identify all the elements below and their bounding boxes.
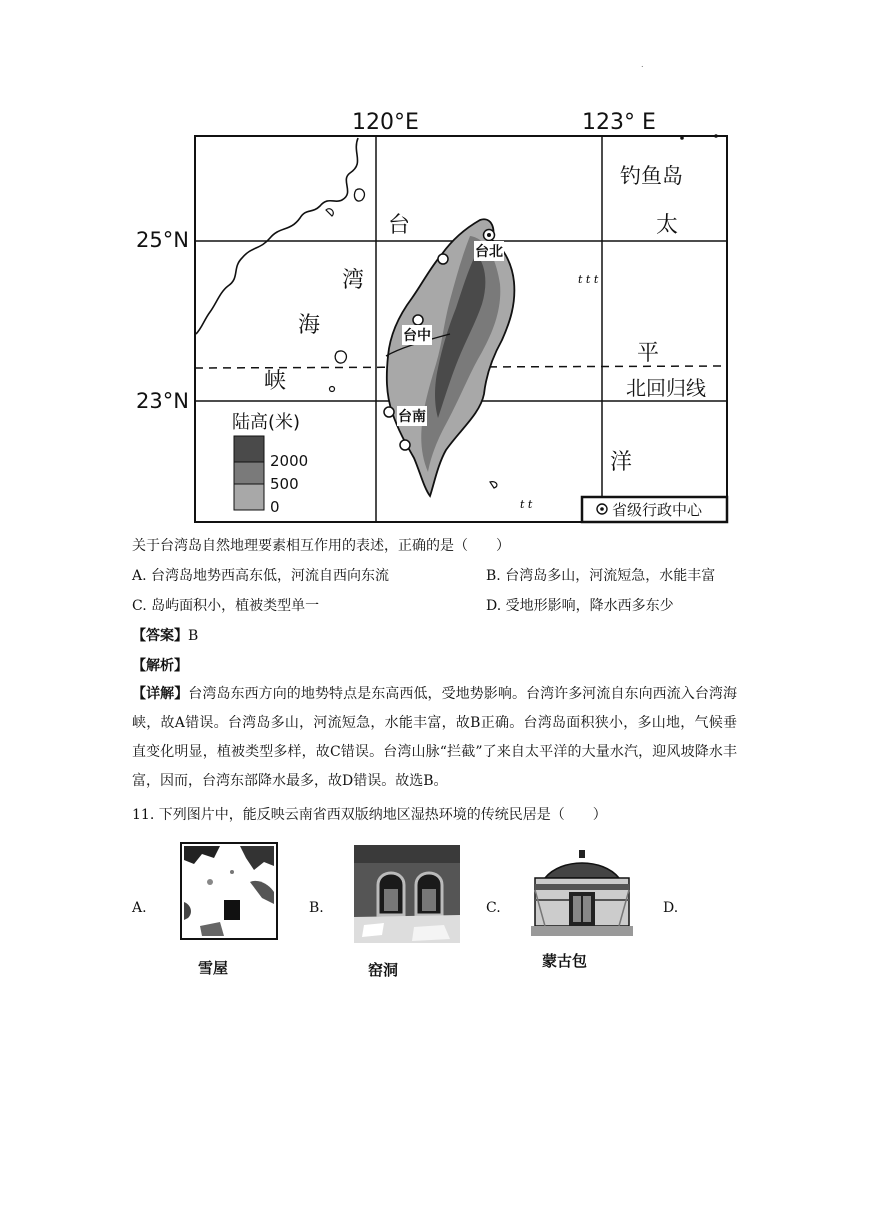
analysis-label: 【解析】: [132, 658, 188, 674]
question11-option-c-letter: C.: [486, 900, 501, 916]
strait-label-hai: 海: [298, 313, 321, 338]
tropic-of-cancer-label: 北回归线: [626, 376, 706, 400]
taiwan-map: [130, 108, 735, 528]
city-label-taichung: 台中: [402, 325, 432, 345]
cave-dwelling-image: [354, 845, 460, 943]
question11-stem: 11. 下列图片中，能反映云南省西双版纳地区湿热环境的传统民居是（ ）: [132, 807, 607, 823]
lon-label-120: 120°E: [352, 110, 419, 135]
lon-label-123: 123° E: [582, 110, 656, 135]
detail-text: 台湾岛东西方向的地势特点是东高西低，受地势影响。台湾许多河流自东向西流入台湾海峡，故A错误。台湾岛多山，河流短急，水能丰富，故B正确。台湾岛面积狭小，多山地，气候垂直变化明显，植被类型多样，故C错误。台湾山脉“拦截”了来自太平洋的大量水汽，迎风坡降水丰富，因而，台湾东部降水最多，故D错误。故选B。: [132, 686, 738, 789]
page-dot: .: [641, 60, 644, 69]
question10-option-a: A. 台湾岛地势西高东低，河流自西向东流: [132, 568, 390, 584]
detail-label: 【详解】: [132, 686, 189, 702]
answer-label: 【答案】: [132, 628, 188, 644]
svg-text:t t: t t: [520, 498, 533, 511]
ocean-label-ping: 平: [637, 341, 660, 366]
caption-cave-dwelling: 窑洞: [368, 961, 399, 979]
ocean-label-tai: 太: [656, 213, 679, 238]
diaoyu-island-label: 钓鱼岛: [620, 164, 683, 188]
lat-label-23: 23°N: [136, 389, 189, 413]
provincial-capital-key-label: 省级行政中心: [612, 501, 703, 519]
lat-label-25: 25°N: [136, 228, 189, 252]
legend-title: 陆高(米): [232, 412, 301, 433]
strait-label-wan: 湾: [342, 268, 365, 293]
question10-option-d: D. 受地形影响，降水西多东少: [486, 598, 674, 614]
caption-snow-house: 雪屋: [198, 959, 229, 977]
snow-house-image: [180, 842, 278, 940]
legend-value-0: 0: [270, 498, 280, 516]
strait-label-xia: 峡: [264, 369, 287, 394]
question10-option-b: B. 台湾岛多山，河流短急，水能丰富: [486, 568, 716, 584]
answer-value: B: [188, 628, 199, 644]
question10-stem: 关于台湾岛自然地理要素相互作用的表述，正确的是（ ）: [132, 538, 510, 554]
question11-option-a-letter: A.: [132, 900, 147, 916]
legend-value-2000: 2000: [270, 452, 309, 470]
yurt-image: [531, 848, 633, 936]
svg-text:t t t: t t t: [578, 273, 599, 286]
answer-line: [132, 627, 198, 645]
question11-option-d-letter: D.: [663, 900, 679, 916]
ocean-label-yang: 洋: [610, 450, 633, 475]
detail-paragraph: [132, 680, 737, 796]
question10-option-c: C. 岛屿面积小，植被类型单一: [132, 598, 320, 614]
legend-value-500: 500: [270, 475, 299, 493]
city-label-taipei: 台北: [474, 241, 504, 261]
strait-label-tai: 台: [388, 213, 411, 238]
question11-option-b-letter: B.: [309, 900, 324, 916]
caption-yurt: 蒙古包: [542, 952, 588, 970]
city-label-tainan: 台南: [397, 406, 427, 426]
